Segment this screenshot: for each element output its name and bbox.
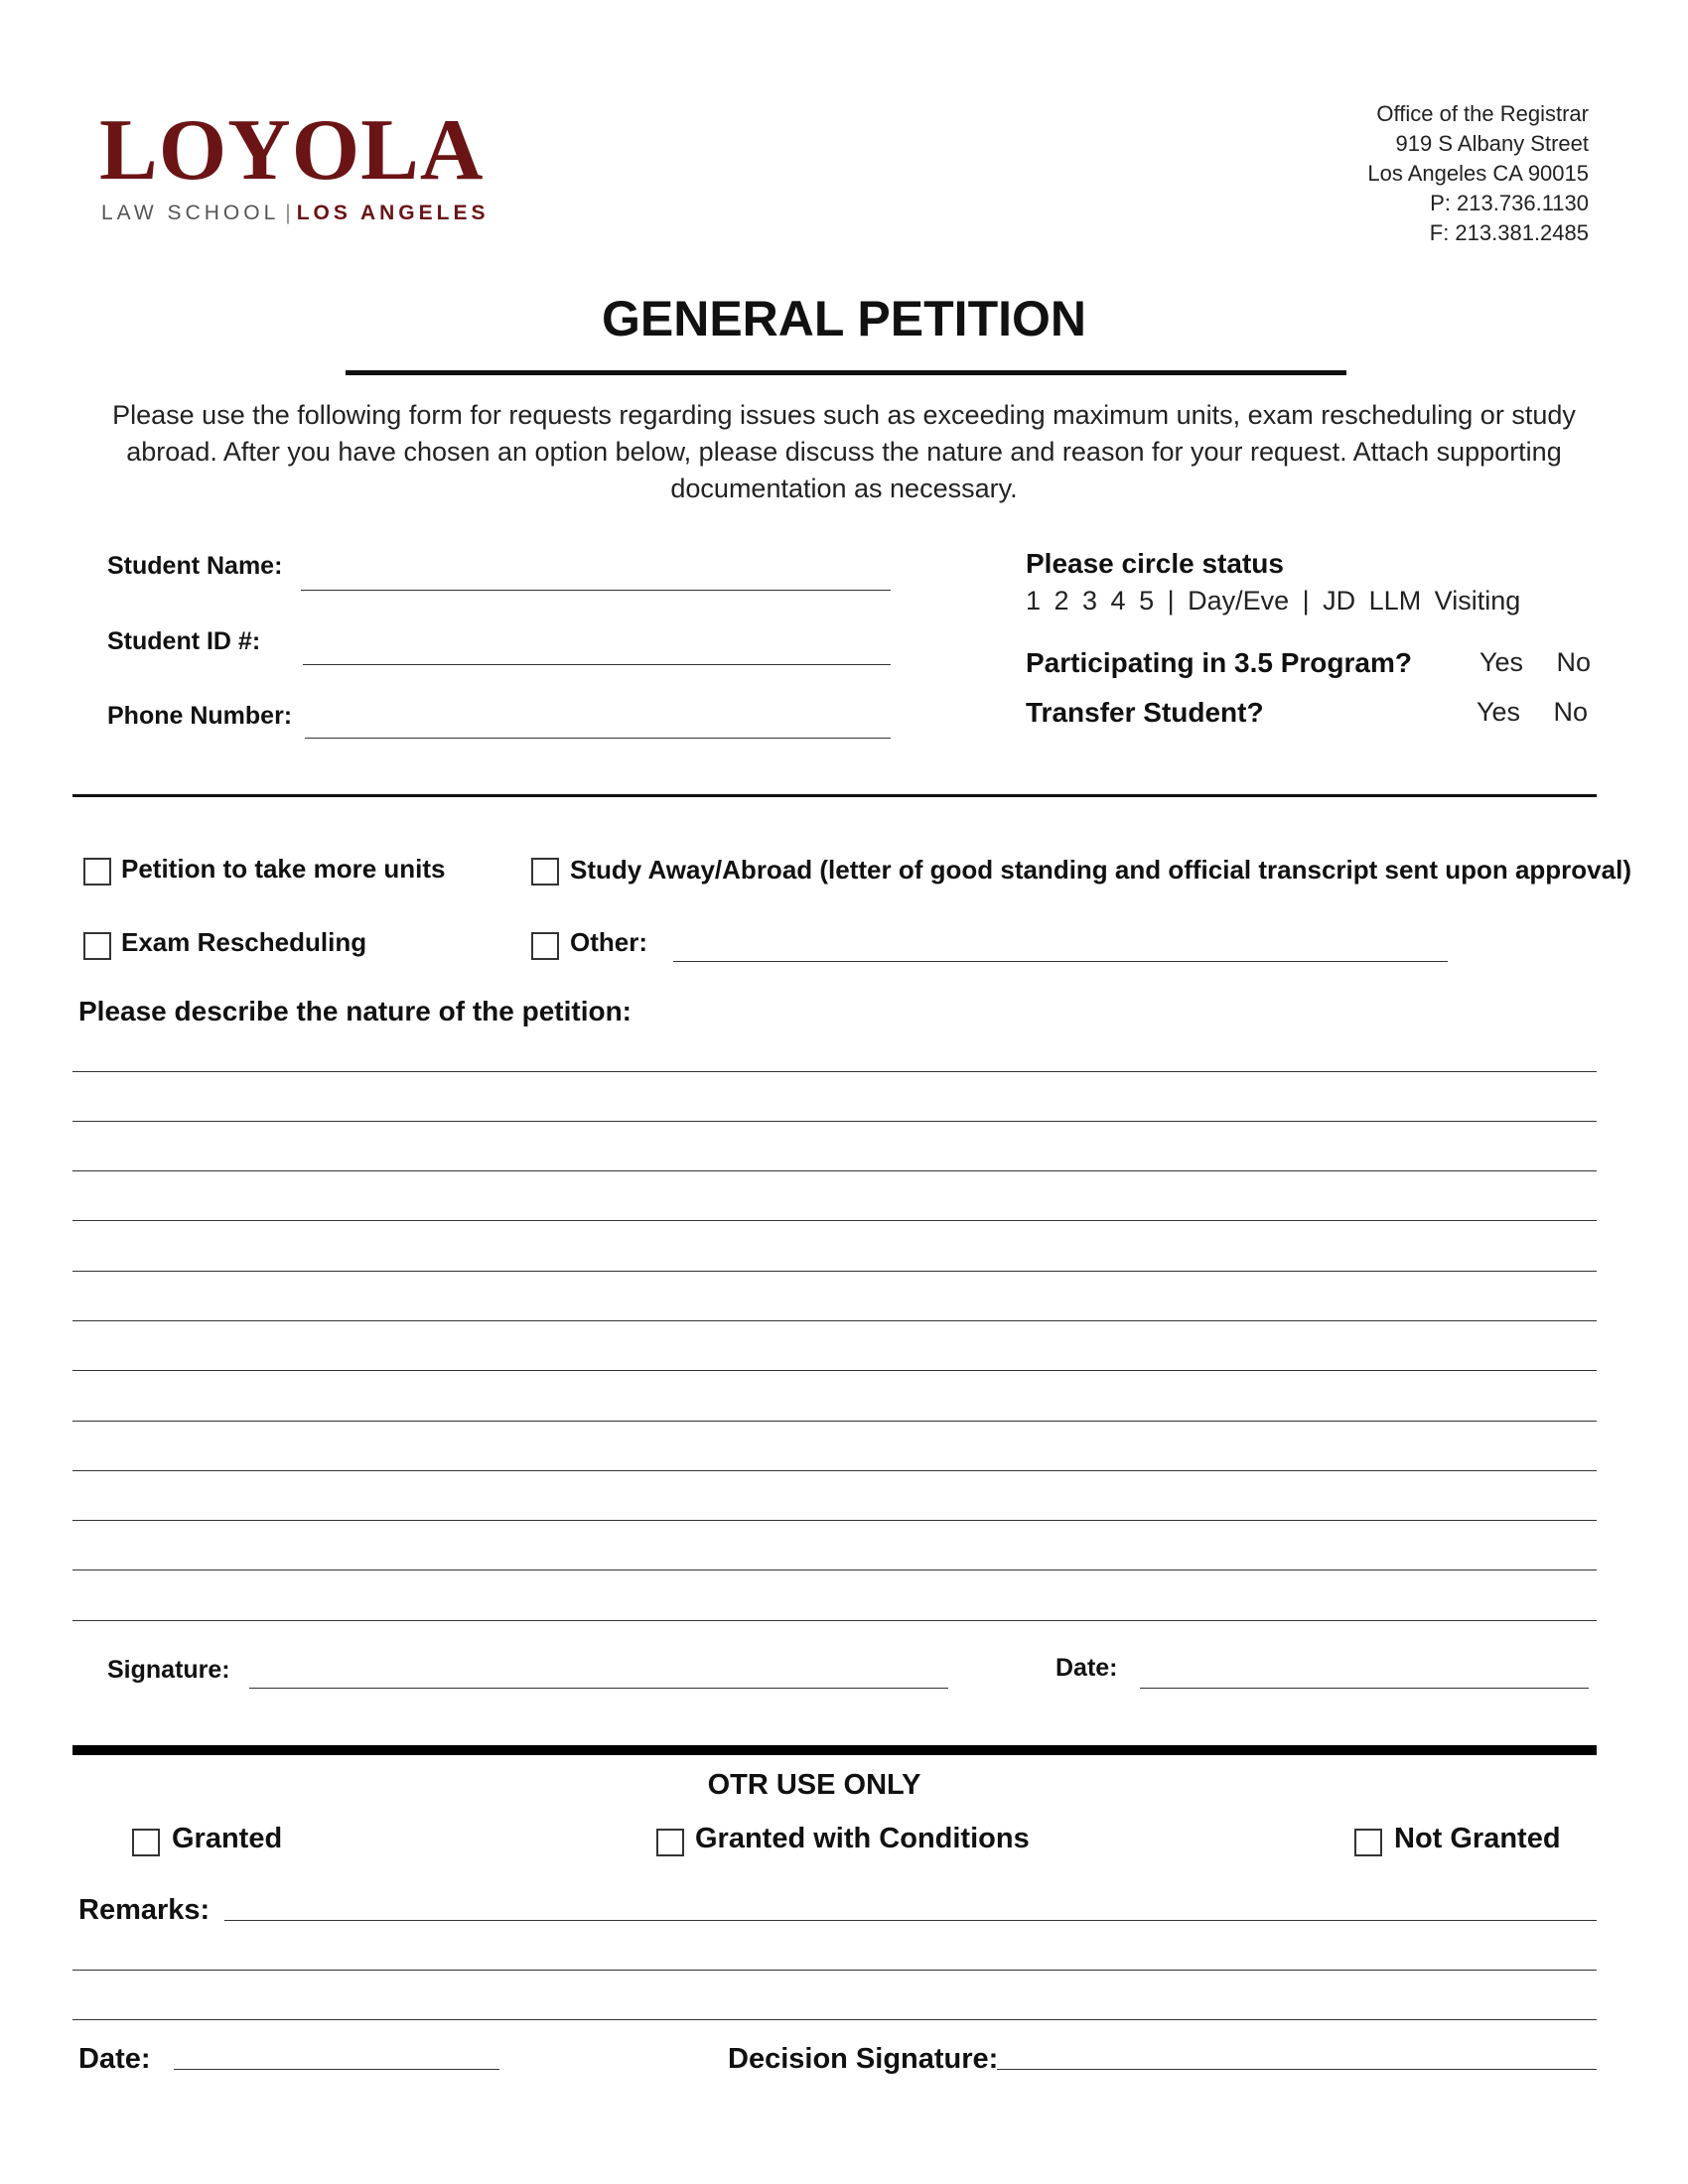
date-field[interactable] — [1140, 1688, 1589, 1689]
logo-subtitle-right: LOS ANGELES — [296, 202, 490, 224]
remarks-label: Remarks: — [78, 1894, 211, 1926]
section-divider — [72, 794, 1597, 797]
study-away-label: Study Away/Abroad (letter of good standing and official transcript sent upon approval) — [570, 855, 1631, 885]
remarks-line[interactable] — [72, 2019, 1597, 2020]
granted-conditions-label: Granted with Conditions — [695, 1823, 1030, 1854]
study-away-checkbox[interactable] — [531, 858, 559, 886]
description-line[interactable] — [72, 1620, 1597, 1621]
transfer-question: Transfer Student? — [1026, 697, 1264, 728]
decision-signature-field[interactable] — [997, 2069, 1597, 2070]
program-question: Participating in 3.5 Program? — [1026, 647, 1412, 678]
address-line: 919 S Albany Street — [1395, 131, 1589, 156]
program-yes-no[interactable]: Yes No — [1479, 647, 1592, 677]
logo-wordmark: LOYOLA — [99, 102, 485, 199]
description-line[interactable] — [72, 1121, 1597, 1122]
student-name-label: Student Name: — [107, 552, 283, 580]
address-line: P: 213.736.1130 — [1430, 191, 1589, 215]
description-line[interactable] — [72, 1370, 1597, 1371]
remarks-line[interactable] — [72, 1970, 1597, 1971]
date-label: Date: — [1055, 1654, 1118, 1682]
granted-label: Granted — [172, 1823, 283, 1854]
otr-divider — [72, 1745, 1597, 1755]
status-heading: Please circle status — [1026, 548, 1284, 579]
describe-label: Please describe the nature of the petition: — [78, 996, 633, 1026]
description-line[interactable] — [72, 1220, 1597, 1221]
logo-subtitle-left: LAW SCHOOL — [101, 202, 280, 224]
description-line[interactable] — [72, 1520, 1597, 1521]
granted-conditions-checkbox[interactable] — [656, 1829, 684, 1856]
other-field[interactable] — [673, 961, 1448, 962]
description-line[interactable] — [72, 1271, 1597, 1272]
phone-number-label: Phone Number: — [107, 702, 293, 730]
not-granted-checkbox[interactable] — [1354, 1829, 1382, 1856]
other-label: Other: — [570, 927, 647, 957]
student-id-label: Student ID #: — [107, 627, 261, 655]
more-units-label: Petition to take more units — [121, 854, 446, 884]
signature-field[interactable] — [249, 1688, 948, 1689]
address-line: Office of the Registrar — [1376, 101, 1589, 126]
otr-date-label: Date: — [78, 2043, 151, 2075]
other-checkbox[interactable] — [531, 932, 559, 960]
exam-rescheduling-checkbox[interactable] — [83, 932, 111, 960]
description-line[interactable] — [72, 1470, 1597, 1471]
page-title: GENERAL PETITION — [601, 291, 1086, 346]
exam-rescheduling-label: Exam Rescheduling — [121, 927, 367, 957]
logo-subtitle — [101, 203, 489, 223]
title-underline — [346, 370, 1346, 375]
signature-label: Signature: — [107, 1656, 230, 1684]
registrar-address — [1367, 99, 1589, 248]
address-line: Los Angeles CA 90015 — [1367, 161, 1589, 186]
otr-heading: OTR USE ONLY — [707, 1769, 921, 1801]
more-units-checkbox[interactable] — [83, 858, 111, 886]
logo-separator: | — [285, 202, 291, 224]
student-name-field[interactable] — [301, 590, 891, 591]
description-line[interactable] — [72, 1071, 1597, 1072]
decision-signature-label: Decision Signature: — [728, 2043, 999, 2075]
remarks-field[interactable] — [224, 1920, 1597, 1921]
description-line[interactable] — [72, 1421, 1597, 1422]
address-line: F: 213.381.2485 — [1429, 220, 1589, 245]
granted-checkbox[interactable] — [132, 1829, 160, 1856]
otr-date-field[interactable] — [174, 2069, 499, 2070]
phone-number-field[interactable] — [305, 738, 891, 739]
status-options[interactable]: 1 2 3 4 5 | Day/Eve | JD LLM Visiting — [1026, 586, 1521, 615]
not-granted-label: Not Granted — [1394, 1823, 1561, 1854]
description-line[interactable] — [72, 1170, 1597, 1171]
intro-paragraph: Please use the following form for requests regarding issues such as exceeding maximum units, exam rescheduling or study abroad. After you have chosen an option below, please discuss the nature and reason for your request. Attach supporting documentation as necessary. — [112, 400, 1576, 503]
transfer-yes-no[interactable]: Yes No — [1477, 697, 1589, 727]
student-id-field[interactable] — [303, 664, 891, 665]
description-line[interactable] — [72, 1320, 1597, 1321]
